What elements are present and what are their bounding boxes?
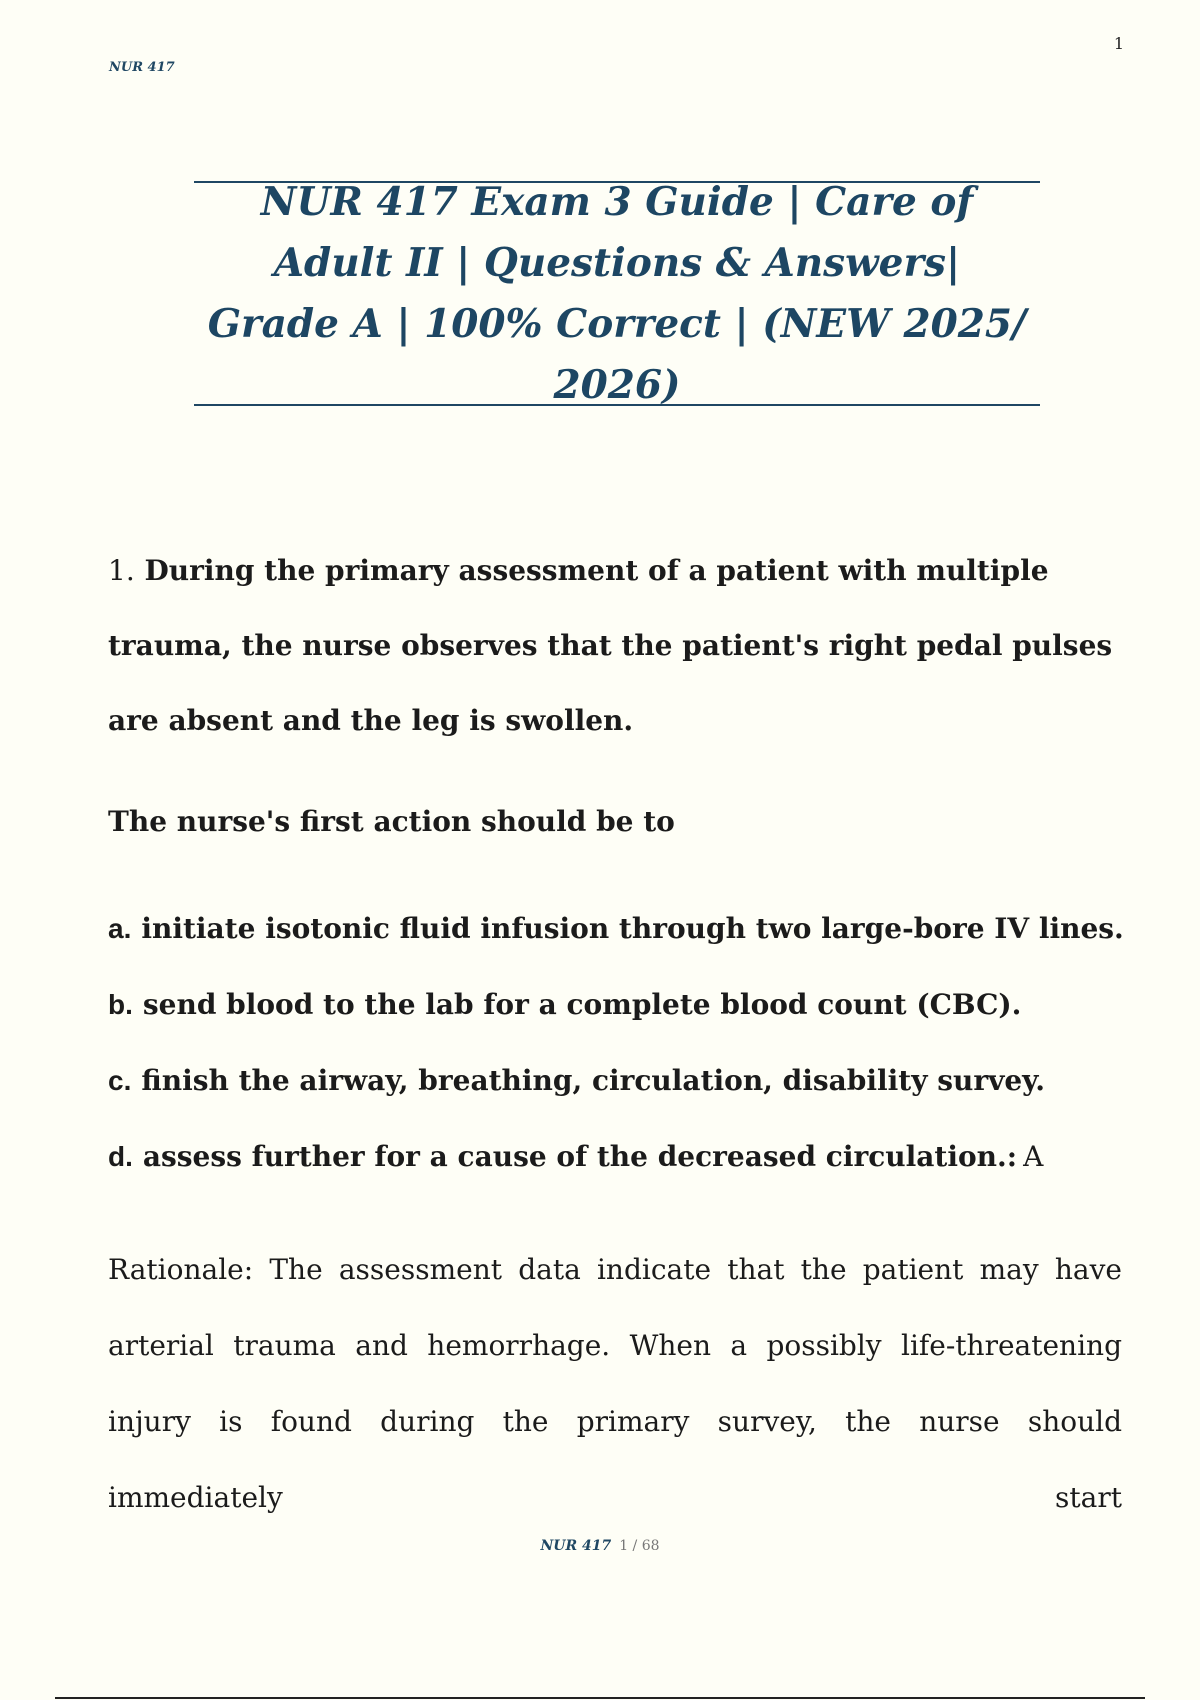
rationale-text: Rationale: The assessment data indicate that the patient may have arterial trauma and hemorrhage. When a possibly life-threatening injury is found during the primary survey, the nurse should immediately start — [108, 1253, 1122, 1514]
correct-answer: A — [1023, 1140, 1044, 1173]
option-b — [108, 988, 1148, 1064]
option-text: finish the airway, breathing, circulation, disability survey. — [141, 1064, 1045, 1097]
option-d — [108, 1140, 1148, 1216]
footer-course-label: NUR 417 — [540, 1538, 612, 1554]
footer-page-indicator: 1 / 68 — [619, 1538, 660, 1554]
title-block — [194, 178, 1040, 408]
option-letter: a. — [108, 913, 132, 944]
page-footer — [0, 1538, 1200, 1554]
option-text: send blood to the lab for a complete blood count (CBC). — [142, 988, 1022, 1021]
option-c — [108, 1064, 1148, 1140]
option-a — [108, 912, 1148, 988]
option-letter: c. — [108, 1065, 132, 1096]
document-title: NUR 417 Exam 3 Guide | Care of Adult II | Questions & Answers| Grade A | 100% Correct | (NEW 2025/ 2026) — [207, 178, 1027, 408]
page-number: 1 — [1113, 34, 1124, 53]
option-letter: b. — [108, 989, 133, 1020]
option-text: assess further for a cause of the decreased circulation.: — [142, 1140, 1018, 1173]
answer-options — [108, 912, 1148, 1216]
option-text: initiate isotonic fluid infusion through two large-bore IV lines. — [141, 912, 1124, 945]
question-stem: During the primary assessment of a patient with multiple trauma, the nurse observes that the patient's right pedal pulses are absent and the leg is swollen. — [108, 554, 1113, 737]
option-letter: d. — [108, 1141, 133, 1172]
question-prompt: The nurse's first action should be to — [108, 805, 675, 838]
header-course-label: NUR 417 — [109, 60, 175, 75]
question-stem-block — [108, 533, 1128, 758]
question-number: 1. — [108, 554, 135, 587]
bottom-divider — [55, 1697, 1145, 1699]
